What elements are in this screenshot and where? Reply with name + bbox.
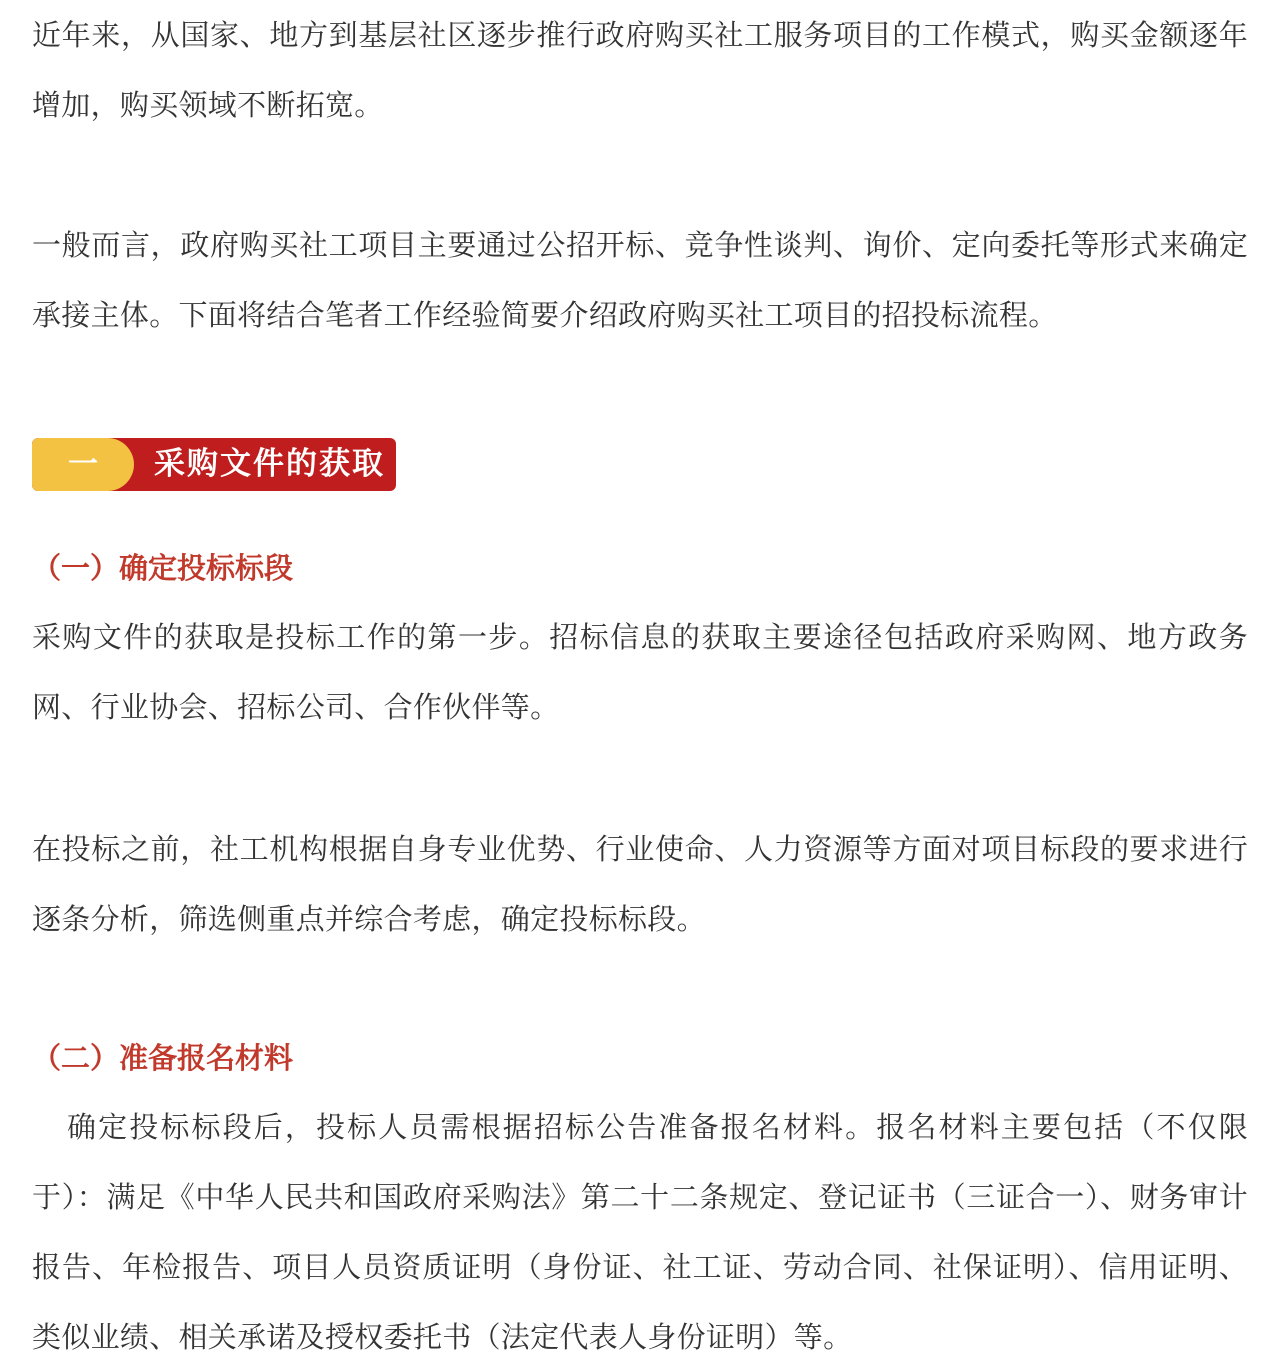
- procurement-info-paragraph: 采购文件的获取是投标工作的第一步。招标信息的获取主要途径包括政府采购网、地方政务网、行业协会、招标公司、合作伙伴等。: [32, 620, 1248, 724]
- subheading-prepare-materials: （二）准备报名材料: [32, 1041, 294, 1075]
- section-header: [32, 438, 396, 491]
- registration-materials-paragraph: 确定投标标段后，投标人员需根据招标公告准备报名材料。报名材料主要包括（不仅限于）：满足《中华人民共和国政府采购法》第二十二条规定、登记证书（三证合一）、财务审计报告、年检报告、项目人员资质证明（身份证、社工证、劳动合同、社保证明）、信用证明、类似业绩、相关承诺及授权委托书（法定代表人身份证明）等。: [32, 1110, 1248, 1354]
- section-title: 采购文件的获取: [154, 446, 385, 482]
- overview-paragraph: 一般而言，政府购买社工项目主要通过公招开标、竞争性谈判、询价、定向委托等形式来确定承接主体。下面将结合笔者工作经验简要介绍政府购买社工项目的招投标流程。: [32, 228, 1248, 332]
- subheading-determine-bid-section: （一）确定投标标段: [32, 551, 294, 585]
- section-number-badge: 一: [32, 438, 134, 491]
- intro-paragraph: 近年来，从国家、地方到基层社区逐步推行政府购买社工服务项目的工作模式，购买金额逐年增加，购买领域不断拓宽。: [32, 18, 1248, 122]
- bid-analysis-paragraph: 在投标之前，社工机构根据自身专业优势、行业使命、人力资源等方面对项目标段的要求进行逐条分析，筛选侧重点并综合考虑，确定投标标段。: [32, 832, 1248, 936]
